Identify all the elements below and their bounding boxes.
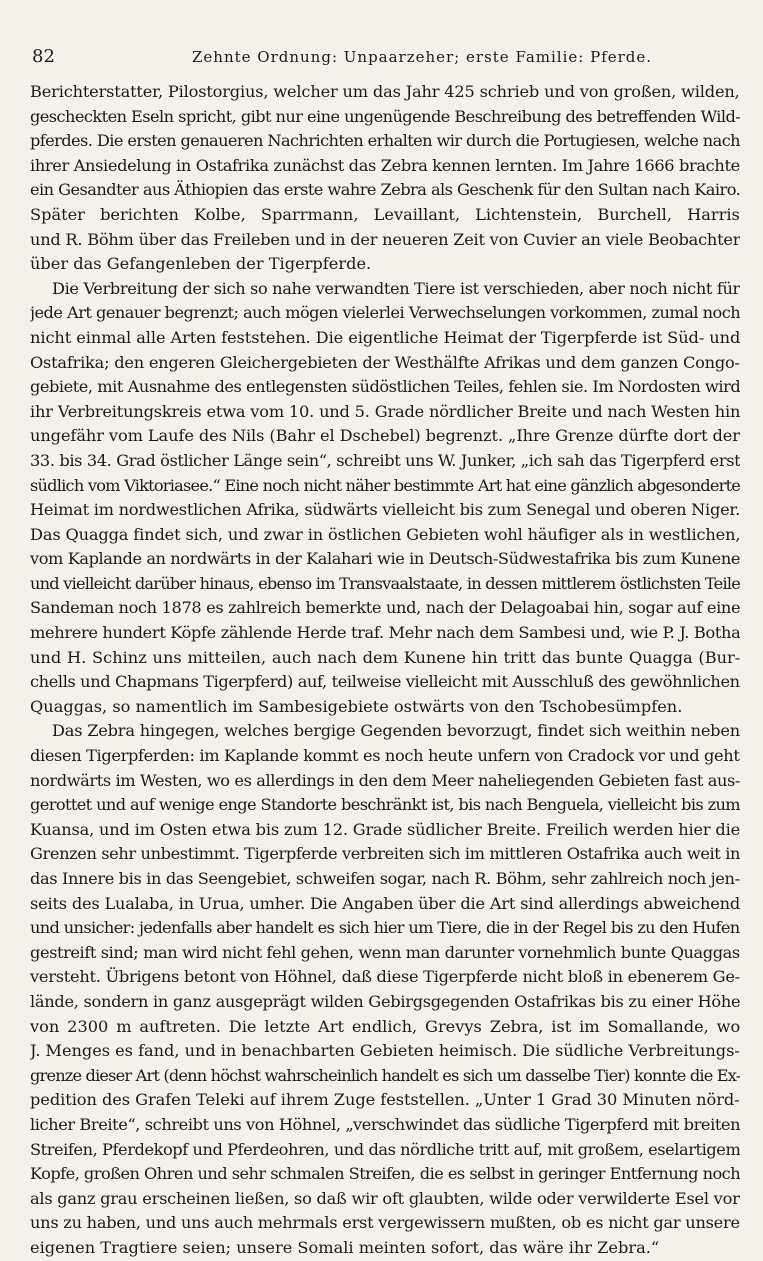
page-header — [32, 46, 738, 67]
text-line: ein Gesandter aus Äthiopien das erste wahre Zebra als Geschenk für den Sultan nach Kairo. — [30, 180, 740, 200]
text-line: ungefähr vom Laufe des Nils (Bahr el Dschebel) begrenzt. „Ihre Grenze dürfte dort der — [30, 426, 740, 446]
text-line: von 2300 m auftreten. Die letzte Art endlich, Grevys Zebra, ist im Somallande, wo — [30, 1016, 740, 1036]
text-line: Die Verbreitung der sich so nahe verwandten Tiere ist verschieden, aber noch nicht für — [52, 278, 740, 298]
body-text — [30, 80, 740, 1261]
text-line: als ganz grau erscheinen ließen, so daß wir oft glaubten, wilde oder verwilderte Esel vor — [30, 1188, 740, 1208]
text-line: das Innere bis in das Seengebiet, schweifen sogar, nach R. Böhm, sehr zahlreich noch jen- — [30, 869, 740, 888]
text-line: Heimat im nordwestlichen Afrika, südwärts vielleicht bis zum Senegal und oberen Niger. — [30, 500, 740, 520]
text-line: 33. bis 34. Grad östlicher Länge sein“, schreibt uns W. Junker, „ich sah das Tigerpferd erst — [30, 450, 740, 470]
text-line: diesen Tigerpferden: im Kaplande kommt es noch heute unfern von Cradock vor und geht — [30, 746, 740, 766]
text-line: vom Kaplande an nordwärts in der Kalahari wie in Deutsch-Südwestafrika bis zum Kunene — [30, 549, 740, 569]
paragraph — [30, 277, 740, 720]
text-line: Grenzen sehr unbestimmt. Tigerpferde verbreiten sich im mittleren Ostafrika auch weit in — [30, 844, 740, 864]
text-line: Quaggas, so namentlich im Sambesigebiete ostwärts von den Tschobesümpfen. — [30, 696, 683, 716]
text-line: Berichterstatter, Pilostorgius, welcher um das Jahr 425 schrieb und von großen, wilden, — [30, 82, 740, 101]
text-line: ihrer Ansiedelung in Ostafrika zunächst das Zebra kennen lernten. Im Jahre 1666 brachte — [30, 155, 740, 175]
text-line: seits des Lualaba, in Urua, umher. Die Angaben über die Art sind allerdings abweichend — [30, 893, 740, 913]
text-line: gescheckten Eseln spricht, gibt nur eine ungenügende Beschreibung des betreffenden Wild- — [30, 106, 740, 126]
text-line: gerottet und auf wenige enge Standorte beschränkt ist, bis nach Benguela, vielleicht bis zum — [30, 795, 740, 815]
text-line: und unsicher: jedenfalls aber handelt es sich hier um Tiere, die in der Regel bis zu den Hufen — [30, 918, 740, 938]
text-line: über das Gefangenleben der Tigerpferde. — [30, 254, 372, 274]
text-line: Sandeman noch 1878 es zahlreich bemerkte und, nach der Delagoabai hin, sogar auf eine — [30, 598, 740, 618]
text-line: gebiete, mit Ausnahme des entlegensten südöstlichen Teiles, fehlen sie. Im Nordosten wird — [30, 377, 740, 397]
text-line: nordwärts im Westen, wo es allerdings in den dem Meer naheliegenden Gebieten fast aus- — [30, 770, 740, 790]
text-line: Das Zebra hingegen, welches bergige Gegenden bevorzugt, findet sich weithin neben — [52, 721, 740, 741]
text-line: eigenen Tragtiere seien; unsere Somali meinten sofort, das wäre ihr Zebra.“ — [30, 1237, 660, 1257]
text-line: pferdes. Die ersten genaueren Nachrichten erhalten wir durch die Portugiesen, welche nach — [30, 131, 740, 151]
running-title: Zehnte Ordnung: Unpaarzeher; erste Familie: Pferde. — [192, 48, 653, 66]
text-line: uns zu haben, und uns auch mehrmals erst vergewissern mußten, ob es nicht gar unsere — [30, 1213, 740, 1233]
text-line: südlich vom Viktoriasee.“ Eine noch nicht näher bestimmte Art hat eine gänzlich abgesonderte — [30, 475, 740, 495]
text-line: chells und Chapmans Tigerpferd) auf, teilweise vielleicht mit Ausschluß des gewöhnlichen — [30, 672, 740, 692]
text-line: Das Quagga findet sich, und zwar in östlichen Gebieten wohl häufiger als in westlichen, — [30, 524, 740, 544]
text-line: Kuansa, und im Osten etwa bis zum 12. Grade südlicher Breite. Freilich werden hier die — [30, 819, 740, 839]
text-line: grenze dieser Art (denn höchst wahrscheinlich handelt es sich um dasselbe Tier) konnte die Ex- — [30, 1065, 740, 1085]
text-line: mehrere hundert Köpfe zählende Herde traf. Mehr nach dem Sambesi und, wie P. J. Botha — [30, 623, 740, 643]
text-line: pedition des Grafen Teleki auf ihrem Zuge feststellen. „Unter 1 Grad 30 Minuten nörd- — [30, 1090, 740, 1110]
text-line: versteht. Übrigens betont von Höhnel, daß diese Tigerpferde nicht bloß in ebenerem Ge- — [30, 967, 740, 987]
text-line: und H. Schinz uns mitteilen, auch nach dem Kunene hin tritt das bunte Quagga (Bur- — [30, 647, 740, 667]
text-line: Kopfe, großen Ohren und sehr schmalen Streifen, die es selbst in geringer Entfernung noch — [30, 1164, 740, 1184]
paragraph — [30, 80, 740, 277]
text-line: J. Menges es fand, und in benachbarten Gebieten heimisch. Die südliche Verbreitungs- — [30, 1041, 740, 1061]
text-line: und vielleicht darüber hinaus, ebenso im Transvaalstaate, in dessen mittlerem östlichsten Teile — [30, 573, 740, 593]
text-line: Später berichten Kolbe, Sparrmann, Levaillant, Lichtenstein, Burchell, Harris — [30, 204, 740, 224]
text-line: nicht einmal alle Arten feststehen. Die eigentliche Heimat der Tigerpferde ist Süd- und — [30, 327, 740, 347]
text-line: ihr Verbreitungskreis etwa vom 10. und 5. Grade nördlicher Breite und nach Westen hin — [30, 401, 740, 421]
page-number: 82 — [32, 46, 55, 67]
text-line: licher Breite“, schreibt uns von Höhnel, „verschwindet das südliche Tigerpferd mit breiten — [30, 1114, 740, 1134]
text-line: gestreift sind; man wird nicht fehl gehen, wenn man darunter vornehmlich bunte Quaggas — [30, 942, 740, 962]
text-line: Ostafrika; den engeren Gleichergebieten der Westhälfte Afrikas und dem ganzen Congo- — [30, 352, 740, 372]
text-line: lände, sondern in ganz ausgeprägt wilden Gebirgsgegenden Ostafrikas bis zu einer Höhe — [30, 991, 740, 1011]
text-line: Streifen, Pferdekopf und Pferdeohren, und das nördliche tritt auf, mit großem, eselartigem — [30, 1139, 740, 1159]
text-line: und R. Böhm über das Freileben und in der neueren Zeit von Cuvier an viele Beobachter — [30, 229, 740, 249]
paragraph — [30, 719, 740, 1260]
text-line: jede Art genauer begrenzt; auch mögen vielerlei Verwechselungen vorkommen, zumal noch — [30, 303, 740, 323]
